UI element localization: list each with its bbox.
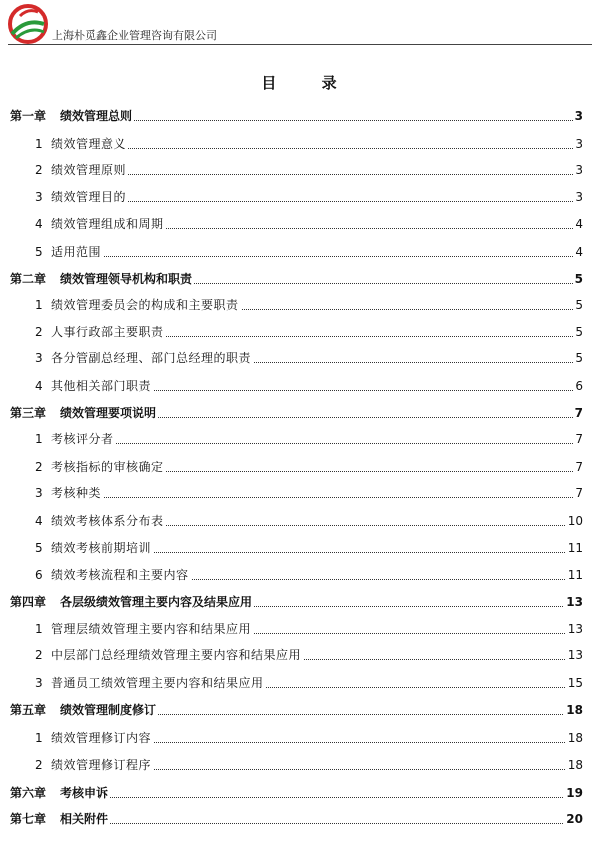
chapter-name: 考核申诉 xyxy=(60,786,109,800)
toc-section-row[interactable] xyxy=(0,455,600,477)
chapter-title xyxy=(10,406,158,420)
section-title xyxy=(35,432,116,446)
toc-section-row[interactable] xyxy=(0,320,600,342)
section-number: 1 xyxy=(35,622,44,636)
section-name: 绩效考核流程和主要内容 xyxy=(51,568,189,582)
chapter-name: 各层级绩效管理主要内容及结果应用 xyxy=(60,595,253,609)
chapter-title xyxy=(10,703,158,717)
section-title xyxy=(35,217,166,231)
section-name: 绩效管理委员会的构成和主要职责 xyxy=(51,298,239,312)
toc-title: 目 录 xyxy=(261,74,357,92)
section-name: 绩效管理修订内容 xyxy=(51,731,152,745)
chapter-label: 第四章 xyxy=(10,595,47,609)
section-number: 1 xyxy=(35,731,44,745)
section-page-number: 11 xyxy=(567,541,583,555)
section-title xyxy=(35,731,153,745)
section-number: 1 xyxy=(35,298,44,312)
toc-section-row[interactable] xyxy=(0,158,600,180)
toc-chapter-row[interactable] xyxy=(0,781,600,803)
section-name: 绩效管理意义 xyxy=(51,137,127,151)
section-name: 绩效考核体系分布表 xyxy=(51,514,164,528)
company-logo-icon xyxy=(8,4,48,44)
section-number: 4 xyxy=(35,217,44,231)
chapter-page-number: 19 xyxy=(566,786,583,800)
toc-chapter-row[interactable] xyxy=(0,267,600,289)
section-number: 6 xyxy=(35,568,44,582)
section-number: 2 xyxy=(35,460,44,474)
toc-section-row[interactable] xyxy=(0,671,600,693)
section-name: 中层部门总经理绩效管理主要内容和结果应用 xyxy=(51,648,302,662)
section-number: 3 xyxy=(35,351,44,365)
chapter-name: 绩效管理要项说明 xyxy=(60,406,157,420)
section-title xyxy=(35,676,266,690)
toc-chapter-row[interactable] xyxy=(0,104,600,126)
section-page-number: 7 xyxy=(575,460,583,474)
toc-section-row[interactable] xyxy=(0,346,600,368)
section-name: 普通员工绩效管理主要内容和结果应用 xyxy=(51,676,264,690)
section-name: 绩效管理原则 xyxy=(51,163,127,177)
section-name: 绩效管理组成和周期 xyxy=(51,217,164,231)
section-number: 2 xyxy=(35,648,44,662)
toc-section-row[interactable] xyxy=(0,753,600,775)
toc-section-row[interactable] xyxy=(0,132,600,154)
chapter-title xyxy=(10,272,194,286)
section-title xyxy=(35,190,128,204)
section-page-number: 18 xyxy=(567,758,583,772)
dot-leader xyxy=(36,256,583,257)
section-title xyxy=(35,541,153,555)
section-title xyxy=(35,163,128,177)
chapter-label: 第七章 xyxy=(10,812,47,826)
toc-chapter-row[interactable] xyxy=(0,698,600,720)
chapter-label: 第五章 xyxy=(10,703,47,717)
chapter-page-number: 7 xyxy=(574,406,583,420)
chapter-label: 第六章 xyxy=(10,786,47,800)
section-number: 1 xyxy=(35,432,44,446)
section-number: 2 xyxy=(35,325,44,339)
chapter-page-number: 13 xyxy=(566,595,583,609)
section-page-number: 10 xyxy=(567,514,583,528)
section-title xyxy=(35,298,241,312)
toc-section-row[interactable] xyxy=(0,617,600,639)
section-title xyxy=(35,486,103,500)
chapter-name: 绩效管理总则 xyxy=(60,109,133,123)
section-number: 3 xyxy=(35,486,44,500)
chapter-name: 绩效管理领导机构和职责 xyxy=(60,272,193,286)
section-title xyxy=(35,514,166,528)
dot-leader xyxy=(36,443,583,444)
toc-section-row[interactable] xyxy=(0,185,600,207)
section-number: 5 xyxy=(35,541,44,555)
section-number: 4 xyxy=(35,514,44,528)
toc-chapter-row[interactable] xyxy=(0,590,600,612)
section-number: 2 xyxy=(35,163,44,177)
section-number: 5 xyxy=(35,245,44,259)
section-page-number: 5 xyxy=(575,351,583,365)
chapter-label: 第一章 xyxy=(10,109,47,123)
section-title xyxy=(35,648,303,662)
chapter-label: 第二章 xyxy=(10,272,47,286)
company-name: 上海朴觅鑫企业管理咨询有限公司 xyxy=(52,29,217,42)
section-title xyxy=(35,568,191,582)
chapter-page-number: 18 xyxy=(566,703,583,717)
chapter-title xyxy=(10,595,254,609)
section-title xyxy=(35,325,166,339)
toc-section-row[interactable] xyxy=(0,643,600,665)
section-number: 2 xyxy=(35,758,44,772)
section-name: 适用范围 xyxy=(51,245,102,259)
section-name: 各分管副总经理、部门总经理的职责 xyxy=(51,351,252,365)
section-page-number: 7 xyxy=(575,432,583,446)
toc-section-row[interactable] xyxy=(0,563,600,585)
section-title xyxy=(35,351,253,365)
section-page-number: 7 xyxy=(575,486,583,500)
section-name: 考核种类 xyxy=(51,486,102,500)
section-page-number: 18 xyxy=(567,731,583,745)
section-page-number: 3 xyxy=(575,190,583,204)
section-name: 绩效考核前期培训 xyxy=(51,541,152,555)
chapter-label: 第三章 xyxy=(10,406,47,420)
toc-section-row[interactable] xyxy=(0,427,600,449)
chapter-name: 相关附件 xyxy=(60,812,109,826)
chapter-page-number: 20 xyxy=(566,812,583,826)
section-number: 3 xyxy=(35,676,44,690)
header-rule xyxy=(8,44,592,45)
section-title xyxy=(35,245,103,259)
section-page-number: 6 xyxy=(575,379,583,393)
section-number: 4 xyxy=(35,379,44,393)
section-title xyxy=(35,460,166,474)
toc-section-row[interactable] xyxy=(0,481,600,503)
toc-chapter-row[interactable] xyxy=(0,401,600,423)
section-number: 3 xyxy=(35,190,44,204)
chapter-name: 绩效管理制度修订 xyxy=(60,703,157,717)
section-title xyxy=(35,758,153,772)
section-number: 1 xyxy=(35,137,44,151)
section-title xyxy=(35,137,128,151)
toc-section-row[interactable] xyxy=(0,536,600,558)
toc-section-row[interactable] xyxy=(0,726,600,748)
toc-section-row[interactable] xyxy=(0,374,600,396)
section-page-number: 4 xyxy=(575,217,583,231)
section-name: 其他相关部门职责 xyxy=(51,379,152,393)
page-header xyxy=(0,0,600,46)
section-page-number: 11 xyxy=(567,568,583,582)
chapter-title xyxy=(10,786,110,800)
section-name: 绩效管理修订程序 xyxy=(51,758,152,772)
toc-section-row[interactable] xyxy=(0,509,600,531)
section-page-number: 5 xyxy=(575,298,583,312)
chapter-page-number: 3 xyxy=(574,109,583,123)
section-page-number: 4 xyxy=(575,245,583,259)
toc-section-row[interactable] xyxy=(0,212,600,234)
section-name: 绩效管理目的 xyxy=(51,190,127,204)
section-name: 人事行政部主要职责 xyxy=(51,325,164,339)
section-page-number: 5 xyxy=(575,325,583,339)
chapter-title xyxy=(10,812,110,826)
toc-section-row[interactable] xyxy=(0,293,600,315)
section-name: 考核指标的审核确定 xyxy=(51,460,164,474)
section-title xyxy=(35,379,153,393)
chapter-title xyxy=(10,109,134,123)
chapter-page-number: 5 xyxy=(574,272,583,286)
section-name: 管理层绩效管理主要内容和结果应用 xyxy=(51,622,252,636)
toc-section-row[interactable] xyxy=(0,240,600,262)
section-page-number: 3 xyxy=(575,137,583,151)
dot-leader xyxy=(36,497,583,498)
section-page-number: 15 xyxy=(567,676,583,690)
section-title xyxy=(35,622,253,636)
section-page-number: 13 xyxy=(567,648,583,662)
section-name: 考核评分者 xyxy=(51,432,114,446)
section-page-number: 3 xyxy=(575,163,583,177)
toc-chapter-row[interactable] xyxy=(0,807,600,829)
section-page-number: 13 xyxy=(567,622,583,636)
